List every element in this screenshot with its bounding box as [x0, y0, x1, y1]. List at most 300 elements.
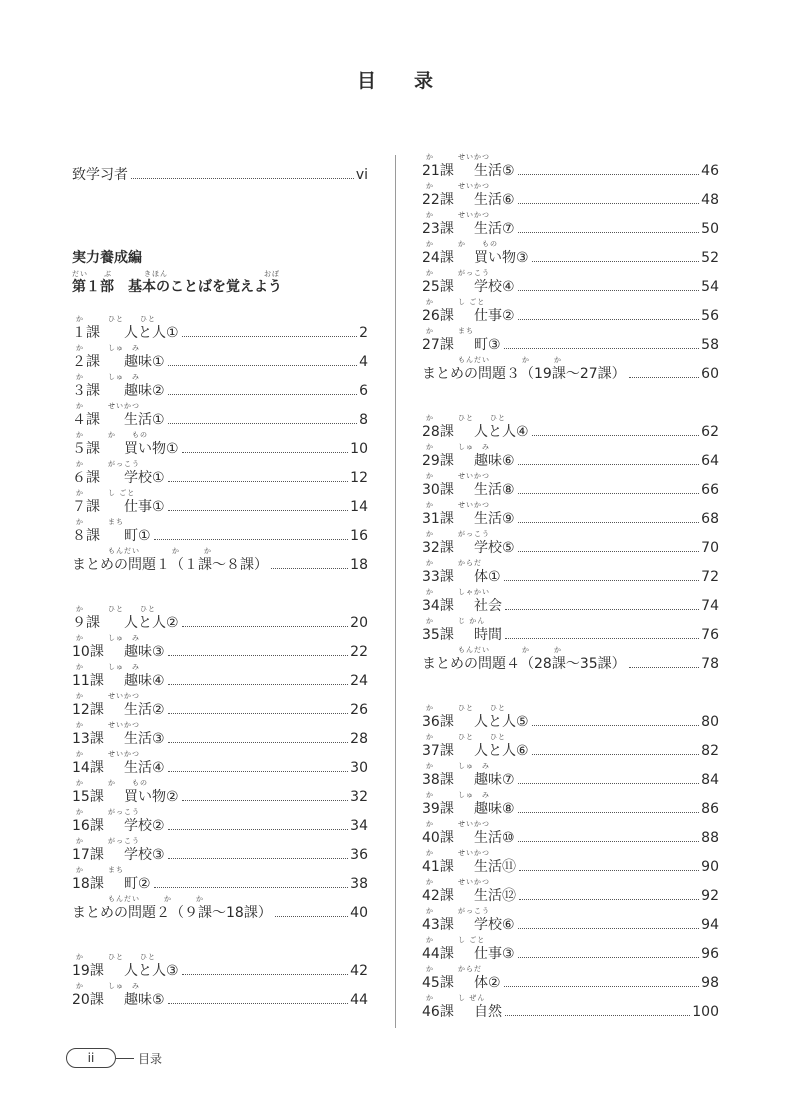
- toc-entry-review[interactable]: [422, 643, 719, 672]
- entry-lesson-number: 45課: [422, 975, 454, 991]
- entry-lesson-number: 18課: [72, 876, 104, 892]
- toc-entry[interactable]: [422, 469, 719, 498]
- entry-topic: 趣味⑦: [474, 772, 515, 788]
- entry-topic: 生活⑤: [474, 163, 515, 179]
- entry-topic: 趣味②: [124, 383, 165, 399]
- entry-page: 50: [701, 221, 719, 237]
- entry-ruby: か し ぜん: [426, 994, 486, 1002]
- footer-section-label: 目录: [138, 1051, 163, 1066]
- entry-ruby: か がっこう: [76, 808, 140, 816]
- entry-lesson-number: 35課: [422, 627, 454, 643]
- entry-ruby: か がっこう: [76, 837, 140, 845]
- entry-topic: 学校⑥: [474, 917, 515, 933]
- toc-entry[interactable]: [422, 440, 719, 469]
- entry-topic: まとめの問題１（１課～８課）: [72, 557, 268, 573]
- entry-page: 20: [350, 615, 368, 631]
- entry-ruby: か しゅ み: [426, 791, 490, 799]
- entry-lesson-number: １課: [72, 325, 100, 341]
- entry-lesson-number: 39課: [422, 801, 454, 817]
- entry-page: 32: [350, 789, 368, 805]
- part-heading-ruby: だい ぶ きほん おぼ: [72, 270, 280, 278]
- entry-page: 66: [701, 482, 719, 498]
- entry-ruby: か ひと ひと: [76, 605, 156, 613]
- entry-lesson-number: ６課: [72, 470, 100, 486]
- dot-leader: [532, 754, 700, 755]
- toc-entry[interactable]: [72, 341, 368, 370]
- entry-page: 56: [701, 308, 719, 324]
- entry-lesson-number: 14課: [72, 760, 104, 776]
- dot-leader: [504, 348, 700, 349]
- toc-entry[interactable]: [72, 834, 368, 863]
- entry-ruby: か せいかつ: [426, 878, 490, 886]
- toc-entry[interactable]: [72, 312, 368, 341]
- page-footer: [66, 1048, 162, 1068]
- entry-lesson-number: ８課: [72, 528, 100, 544]
- toc-entry[interactable]: [422, 585, 719, 614]
- toc-entry[interactable]: [422, 817, 719, 846]
- entry-lesson-number: 13課: [72, 731, 104, 747]
- dot-leader: [532, 261, 700, 262]
- toc-entry[interactable]: [422, 237, 719, 266]
- toc-entry[interactable]: [422, 498, 719, 527]
- column-divider: [395, 155, 396, 1028]
- dot-leader: [168, 365, 358, 366]
- entry-page: 96: [701, 946, 719, 962]
- entry-ruby: もんだい か か: [426, 356, 562, 364]
- entry-page: 34: [350, 818, 368, 834]
- dot-leader: [519, 899, 699, 900]
- entry-topic: 生活⑩: [474, 830, 515, 846]
- dot-leader: [518, 232, 700, 233]
- entry-lesson-number: ５課: [72, 441, 100, 457]
- dot-leader: [504, 986, 700, 987]
- dot-leader: [168, 394, 358, 395]
- toc-entry[interactable]: [72, 486, 368, 515]
- entry-topic: 趣味⑥: [474, 453, 515, 469]
- entry-page: 78: [701, 656, 719, 672]
- entry-ruby: か か もの: [76, 431, 148, 439]
- entry-lesson-number: 22課: [422, 192, 454, 208]
- entry-topic: 町②: [124, 876, 151, 892]
- dot-leader: [168, 829, 349, 830]
- entry-ruby: か せいかつ: [76, 750, 140, 758]
- entry-lesson-number: 33課: [422, 569, 454, 585]
- entry-ruby: か せいかつ: [76, 402, 140, 410]
- dot-leader: [518, 928, 700, 929]
- toc-entry[interactable]: [72, 776, 368, 805]
- entry-page: 72: [701, 569, 719, 585]
- page-number-badge: ii: [66, 1048, 116, 1068]
- part-heading: 第１部 基本のことばを覚えよう: [72, 279, 282, 295]
- toc-entry[interactable]: [422, 788, 719, 817]
- dot-leader: [505, 609, 699, 610]
- footer-rule: [116, 1058, 134, 1059]
- entry-page: 4: [359, 354, 368, 370]
- entry-lesson-number: 25課: [422, 279, 454, 295]
- entry-topic: 生活⑥: [474, 192, 515, 208]
- entry-ruby: か しゅ み: [426, 762, 490, 770]
- entry-ruby: か ひと ひと: [426, 733, 506, 741]
- entry-lesson-number: 32課: [422, 540, 454, 556]
- entry-page: 36: [350, 847, 368, 863]
- entry-lesson-number: 42課: [422, 888, 454, 904]
- entry-lesson-number: 17課: [72, 847, 104, 863]
- toc-entry[interactable]: [72, 602, 368, 631]
- entry-lesson-number: 12課: [72, 702, 104, 718]
- toc-entry[interactable]: [422, 730, 719, 759]
- entry-ruby: か まち: [76, 518, 124, 526]
- dot-leader: [505, 638, 699, 639]
- entry-topic: 町①: [124, 528, 151, 544]
- entry-ruby: か しゅ み: [76, 634, 140, 642]
- entry-page: 8: [359, 412, 368, 428]
- section-heading: 実力養成編: [72, 250, 142, 266]
- dot-leader: [154, 887, 349, 888]
- dot-leader: [518, 522, 700, 523]
- entry-page: 22: [350, 644, 368, 660]
- entry-topic: 生活④: [124, 760, 165, 776]
- entry-page: 70: [701, 540, 719, 556]
- dot-leader: [518, 174, 700, 175]
- entry-page: 12: [350, 470, 368, 486]
- entry-ruby: か しゅ み: [76, 663, 140, 671]
- entry-page: 38: [350, 876, 368, 892]
- toc-entry[interactable]: [422, 295, 719, 324]
- entry-page: 80: [701, 714, 719, 730]
- entry-page: vi: [355, 167, 368, 183]
- dot-leader: [168, 771, 349, 772]
- entry-page: 68: [701, 511, 719, 527]
- dot-leader: [271, 568, 348, 569]
- entry-topic: 趣味⑧: [474, 801, 515, 817]
- dot-leader: [505, 1015, 690, 1016]
- entry-ruby: か がっこう: [426, 907, 490, 915]
- dot-leader: [518, 783, 700, 784]
- dot-leader: [168, 423, 358, 424]
- dot-leader: [168, 510, 349, 511]
- entry-page: 64: [701, 453, 719, 469]
- entry-lesson-number: 27課: [422, 337, 454, 353]
- entry-page: 100: [692, 1004, 719, 1020]
- entry-lesson-number: 24課: [422, 250, 454, 266]
- entry-topic: 体②: [474, 975, 501, 991]
- dot-leader: [518, 841, 700, 842]
- entry-ruby: か しゃかい: [426, 588, 490, 596]
- toc-entry[interactable]: [72, 631, 368, 660]
- dot-leader: [629, 667, 700, 668]
- toc-entry[interactable]: [422, 556, 719, 585]
- toc-entry[interactable]: [72, 370, 368, 399]
- entry-topic: 時間: [474, 627, 502, 643]
- entry-lesson-number: 31課: [422, 511, 454, 527]
- entry-ruby: か からだ: [426, 559, 482, 567]
- entry-topic: 趣味③: [124, 644, 165, 660]
- dot-leader: [629, 377, 700, 378]
- entry-page: 94: [701, 917, 719, 933]
- toc-entry[interactable]: [72, 718, 368, 747]
- entry-page: 28: [350, 731, 368, 747]
- entry-lesson-number: 38課: [422, 772, 454, 788]
- entry-lesson-number: 46課: [422, 1004, 454, 1020]
- entry-lesson-number: ７課: [72, 499, 100, 515]
- toc-entry[interactable]: [422, 933, 719, 962]
- dot-leader: [182, 626, 349, 627]
- entry-lesson-number: 40課: [422, 830, 454, 846]
- entry-topic: 生活⑫: [474, 888, 516, 904]
- toc-entry[interactable]: [422, 411, 719, 440]
- entry-ruby: か しゅ み: [426, 443, 490, 451]
- entry-ruby: か ひと ひと: [426, 414, 506, 422]
- dot-leader: [518, 290, 700, 291]
- entry-lesson-number: 30課: [422, 482, 454, 498]
- entry-page: 90: [701, 859, 719, 875]
- entry-ruby: か ひと ひと: [426, 704, 506, 712]
- entry-topic: まとめの問題３（19課～27課）: [422, 366, 626, 382]
- entry-ruby: もんだい か か: [76, 895, 204, 903]
- entry-ruby: か せいかつ: [426, 501, 490, 509]
- entry-topic: 人と人②: [124, 615, 179, 631]
- dot-leader: [519, 870, 699, 871]
- entry-page: 14: [350, 499, 368, 515]
- entry-page: 44: [350, 992, 368, 1008]
- entry-lesson-number: 41課: [422, 859, 454, 875]
- entry-lesson-number: 37課: [422, 743, 454, 759]
- entry-page: 52: [701, 250, 719, 266]
- entry-page: 74: [701, 598, 719, 614]
- dot-leader: [518, 203, 700, 204]
- toc-entry[interactable]: [72, 805, 368, 834]
- entry-lesson-number: ３課: [72, 383, 100, 399]
- entry-topic: まとめの問題４（28課～35課）: [422, 656, 626, 672]
- dot-leader: [518, 551, 700, 552]
- entry-topic: 趣味⑤: [124, 992, 165, 1008]
- entry-lesson-number: 20課: [72, 992, 104, 1008]
- entry-topic: 人と人①: [124, 325, 179, 341]
- entry-topic: 仕事①: [124, 499, 165, 515]
- entry-topic: 学校③: [124, 847, 165, 863]
- toc-entry[interactable]: [422, 846, 719, 875]
- entry-lesson-number: 43課: [422, 917, 454, 933]
- entry-lesson-number: 23課: [422, 221, 454, 237]
- entry-page: 6: [359, 383, 368, 399]
- entry-ruby: か しゅ み: [76, 373, 140, 381]
- entry-topic: 買い物①: [124, 441, 179, 457]
- dot-leader: [518, 464, 700, 465]
- toc-entry[interactable]: [72, 515, 368, 544]
- entry-ruby: もんだい か か: [426, 646, 562, 654]
- entry-lesson-number: 10課: [72, 644, 104, 660]
- entry-ruby: か か もの: [76, 779, 148, 787]
- entry-topic: 学校①: [124, 470, 165, 486]
- entry-page: 42: [350, 963, 368, 979]
- entry-ruby: か まち: [426, 327, 474, 335]
- entry-ruby: か じ かん: [426, 617, 486, 625]
- toc-entry[interactable]: [422, 991, 719, 1020]
- dot-leader: [182, 452, 349, 453]
- dot-leader: [182, 800, 349, 801]
- entry-topic: 趣味④: [124, 673, 165, 689]
- entry-lesson-number: 21課: [422, 163, 454, 179]
- entry-topic: 仕事③: [474, 946, 515, 962]
- entry-page: 18: [350, 557, 368, 573]
- entry-page: 92: [701, 888, 719, 904]
- entry-lesson-number: 36課: [422, 714, 454, 730]
- entry-lesson-number: 26課: [422, 308, 454, 324]
- entry-lesson-number: 15課: [72, 789, 104, 805]
- entry-page: 10: [350, 441, 368, 457]
- dot-leader: [518, 493, 700, 494]
- entry-page: 82: [701, 743, 719, 759]
- entry-ruby: もんだい か か: [76, 547, 212, 555]
- entry-topic: 生活⑨: [474, 511, 515, 527]
- entry-lesson-number: 29課: [422, 453, 454, 469]
- toc-entry[interactable]: [72, 950, 368, 979]
- dot-leader: [168, 655, 349, 656]
- entry-ruby: か せいかつ: [426, 849, 490, 857]
- dot-leader: [168, 858, 349, 859]
- entry-topic: 生活⑧: [474, 482, 515, 498]
- entry-ruby: か がっこう: [76, 460, 140, 468]
- entry-lesson-number: 19課: [72, 963, 104, 979]
- toc-entry[interactable]: [72, 689, 368, 718]
- toc-entry[interactable]: [422, 962, 719, 991]
- toc-entry-intro[interactable]: [72, 154, 368, 183]
- toc-entry[interactable]: [422, 179, 719, 208]
- entry-ruby: か せいかつ: [426, 211, 490, 219]
- entry-page: 60: [701, 366, 719, 382]
- entry-lesson-number: ４課: [72, 412, 100, 428]
- entry-lesson-number: 16課: [72, 818, 104, 834]
- toc-entry[interactable]: [72, 979, 368, 1008]
- entry-page: 88: [701, 830, 719, 846]
- entry-ruby: か がっこう: [426, 530, 490, 538]
- toc-entry[interactable]: [422, 614, 719, 643]
- entry-ruby: か がっこう: [426, 269, 490, 277]
- entry-topic: 学校④: [474, 279, 515, 295]
- entry-topic: 学校⑤: [474, 540, 515, 556]
- entry-ruby: か からだ: [426, 965, 482, 973]
- dot-leader: [168, 1003, 349, 1004]
- entry-topic: 人と人③: [124, 963, 179, 979]
- entry-lesson-number: 44課: [422, 946, 454, 962]
- entry-lesson-number: 28課: [422, 424, 454, 440]
- entry-topic: 学校②: [124, 818, 165, 834]
- dot-leader: [518, 957, 700, 958]
- toc-entry[interactable]: [422, 208, 719, 237]
- page-title: 目 录: [356, 70, 433, 92]
- toc-entry[interactable]: [422, 150, 719, 179]
- entry-ruby: か し ごと: [76, 489, 136, 497]
- toc-entry[interactable]: [72, 457, 368, 486]
- entry-page: 48: [701, 192, 719, 208]
- entry-page: 30: [350, 760, 368, 776]
- entry-ruby: か し ごと: [426, 936, 486, 944]
- entry-page: 46: [701, 163, 719, 179]
- toc-entry[interactable]: [422, 875, 719, 904]
- entry-ruby: か ひと ひと: [76, 315, 156, 323]
- entry-page: 54: [701, 279, 719, 295]
- entry-page: 16: [350, 528, 368, 544]
- entry-page: 86: [701, 801, 719, 817]
- entry-topic: 生活①: [124, 412, 165, 428]
- toc-entry[interactable]: [422, 701, 719, 730]
- entry-page: 58: [701, 337, 719, 353]
- entry-topic: 人と人⑥: [474, 743, 529, 759]
- entry-page: 76: [701, 627, 719, 643]
- entry-ruby: か しゅ み: [76, 982, 140, 990]
- entry-ruby: か し ごと: [426, 298, 486, 306]
- toc-entry[interactable]: [72, 428, 368, 457]
- entry-ruby: か せいかつ: [426, 820, 490, 828]
- dot-leader: [168, 713, 349, 714]
- toc-entry[interactable]: [72, 863, 368, 892]
- dot-leader: [518, 812, 700, 813]
- entry-page: 24: [350, 673, 368, 689]
- dot-leader: [182, 974, 349, 975]
- dot-leader: [168, 481, 349, 482]
- dot-leader: [154, 539, 349, 540]
- dot-leader: [532, 725, 700, 726]
- toc-entry[interactable]: [72, 747, 368, 776]
- entry-topic: 買い物③: [474, 250, 529, 266]
- entry-topic: 買い物②: [124, 789, 179, 805]
- entry-ruby: か まち: [76, 866, 124, 874]
- entry-page: 84: [701, 772, 719, 788]
- toc-entry-review[interactable]: [72, 892, 368, 921]
- dot-leader: [168, 742, 349, 743]
- toc-entry[interactable]: [422, 324, 719, 353]
- toc-entry[interactable]: [422, 527, 719, 556]
- entry-ruby: か せいかつ: [76, 692, 140, 700]
- entry-topic: 町③: [474, 337, 501, 353]
- dot-leader: [131, 178, 354, 179]
- entry-topic: 生活⑪: [474, 859, 516, 875]
- entry-topic: 仕事②: [474, 308, 515, 324]
- dot-leader: [518, 319, 700, 320]
- dot-leader: [275, 916, 348, 917]
- dot-leader: [182, 336, 358, 337]
- entry-ruby: か せいかつ: [426, 153, 490, 161]
- toc-entry[interactable]: [422, 759, 719, 788]
- entry-topic: 生活③: [124, 731, 165, 747]
- entry-topic: 致学习者: [72, 167, 128, 183]
- toc-entry-review[interactable]: [72, 544, 368, 573]
- toc-entry-review[interactable]: [422, 353, 719, 382]
- entry-topic: 自然: [474, 1004, 502, 1020]
- toc-entry[interactable]: [72, 399, 368, 428]
- toc-entry[interactable]: [72, 660, 368, 689]
- entry-ruby: か せいかつ: [426, 472, 490, 480]
- entry-topic: 趣味①: [124, 354, 165, 370]
- entry-page: 98: [701, 975, 719, 991]
- toc-entry[interactable]: [422, 266, 719, 295]
- entry-ruby: か ひと ひと: [76, 953, 156, 961]
- entry-topic: 生活⑦: [474, 221, 515, 237]
- entry-topic: 生活②: [124, 702, 165, 718]
- entry-page: 62: [701, 424, 719, 440]
- entry-ruby: か せいかつ: [426, 182, 490, 190]
- entry-page: 2: [359, 325, 368, 341]
- entry-topic: まとめの問題２（９課～18課）: [72, 905, 272, 921]
- entry-ruby: か か もの: [426, 240, 498, 248]
- dot-leader: [504, 580, 700, 581]
- entry-lesson-number: 11課: [72, 673, 104, 689]
- entry-lesson-number: ２課: [72, 354, 100, 370]
- entry-topic: 社会: [474, 598, 502, 614]
- toc-entry[interactable]: [422, 904, 719, 933]
- entry-lesson-number: ９課: [72, 615, 100, 631]
- dot-leader: [168, 684, 349, 685]
